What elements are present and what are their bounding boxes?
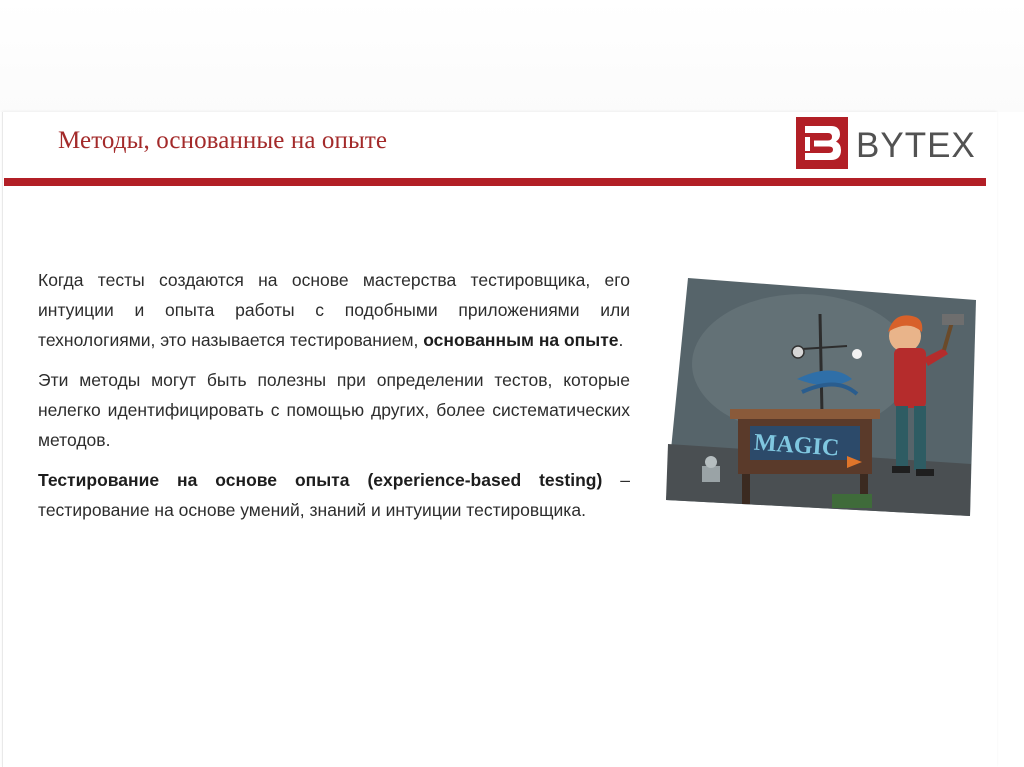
magic-sign-text: MAGIC (753, 429, 841, 462)
brand-logo (796, 117, 986, 169)
paragraph-3-bold: Тестирование на основе опыта (experience-based testing) (38, 470, 603, 490)
paragraph-3 (38, 465, 630, 525)
paragraph-1-end: . (618, 330, 624, 350)
paragraph-1-text: Когда тесты создаются на основе мастерства тестировщика, его интуиции и опыта работы с подобными приложениями или технологиями, это называется тестированием, (38, 270, 630, 350)
paragraph-1-bold: основанным на опыте (423, 330, 619, 350)
paragraph-1 (38, 265, 630, 355)
header-divider (4, 178, 986, 186)
page-title: Методы, основанные на опыте (58, 127, 388, 154)
paragraph-3-text: – тестирование на основе умений, знаний и интуиции тестировщика. (38, 470, 630, 520)
magic-workshop-illustration (662, 274, 980, 522)
bytex-logo-icon (796, 117, 848, 169)
top-margin (0, 0, 1024, 112)
brand-name: BYTEX (856, 126, 976, 165)
paragraph-2: Эти методы могут быть полезны при определении тестов, которые нелегко идентифицировать с помощью других, более систематических методов. (38, 370, 630, 450)
body-text (38, 265, 630, 535)
